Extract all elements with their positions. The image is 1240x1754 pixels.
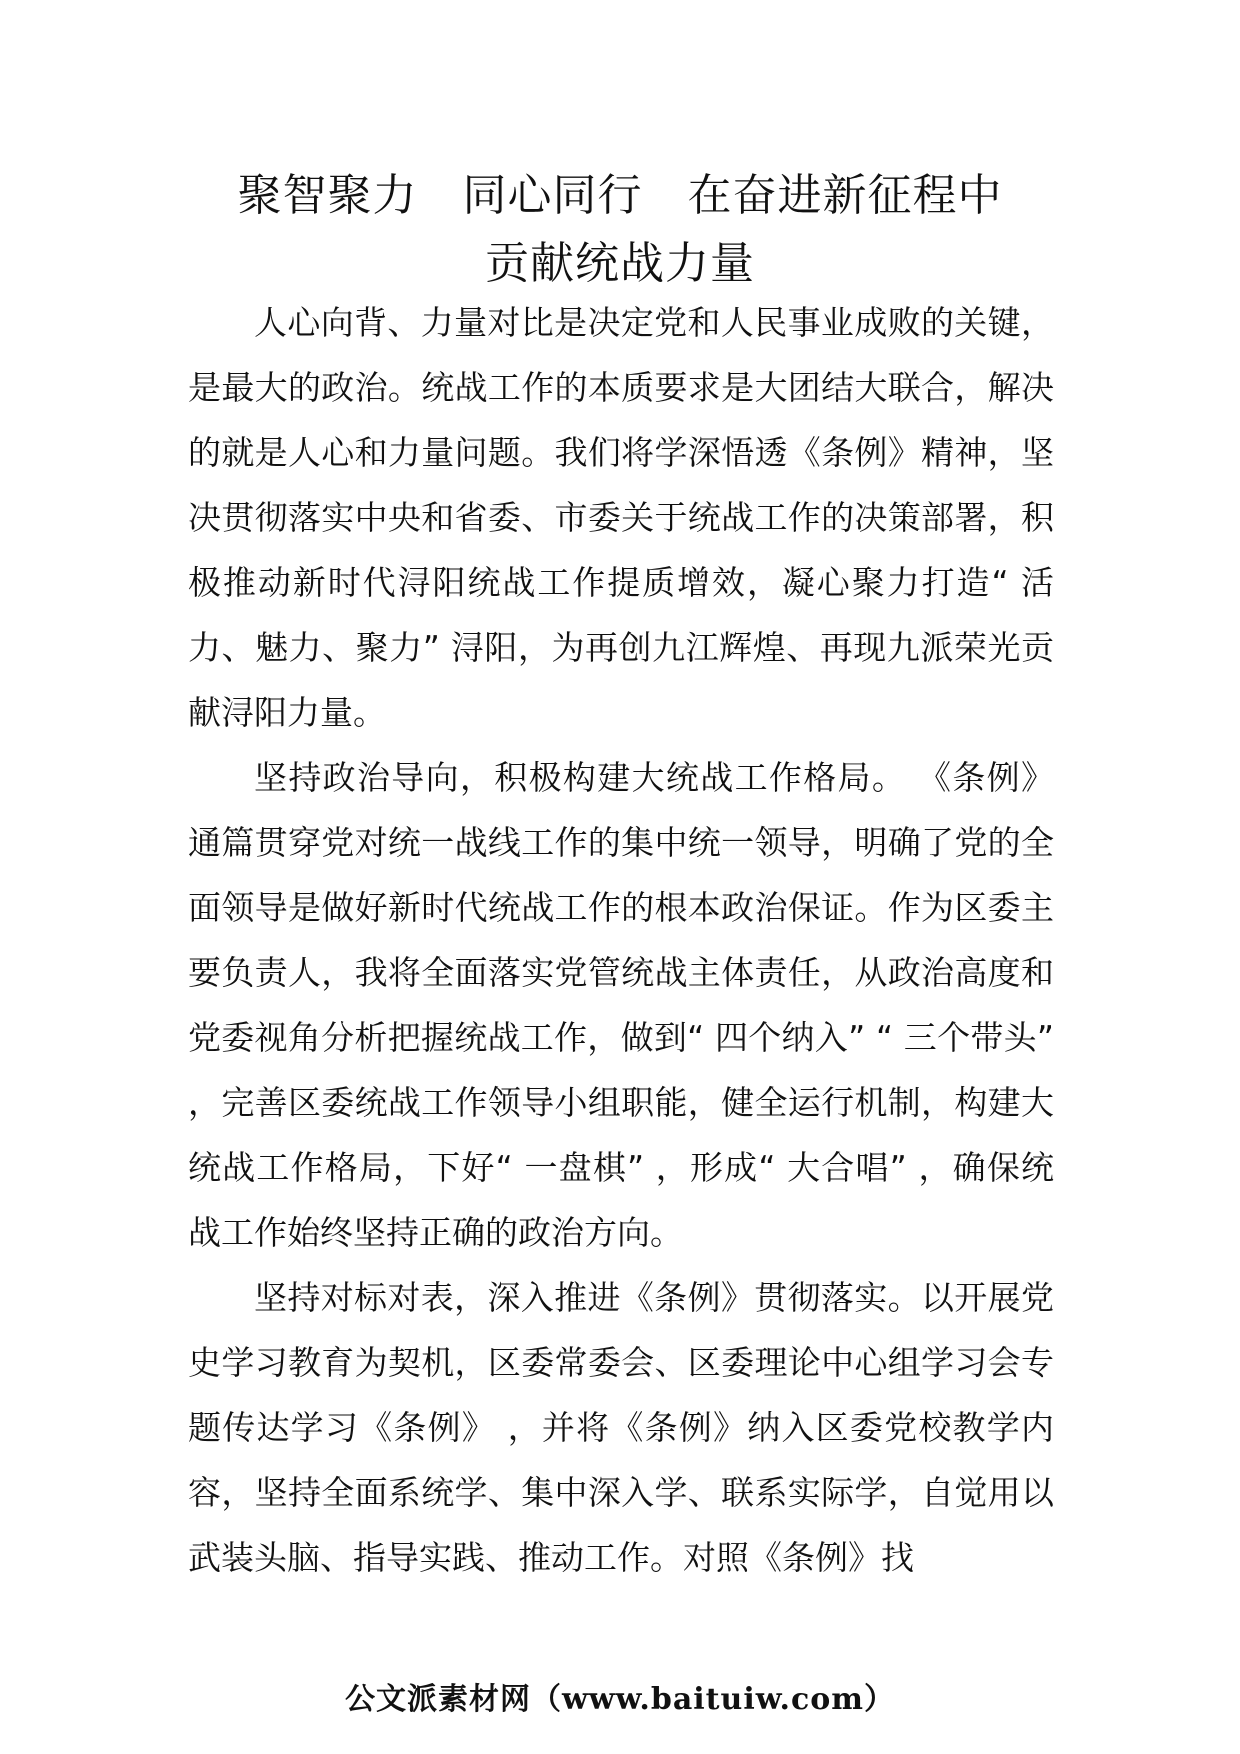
body-text xyxy=(188,290,1054,1590)
paragraph-1: 人心向背、力量对比是决定党和人民事业成败的关键，是最大的政治。统战工作的本质要求是大团结大联合，解决的就是人心和力量问题。我们将学深悟透《条例》精神，坚决贯彻落实中央和省委、市委关于统战工作的决策部署，积极推动新时代浔阳统战工作提质增效，凝心聚力打造“ 活力、魅力、聚力” 浔阳，为再创九江辉煌、再现九派荣光贡献浔阳力量。 xyxy=(188,303,1054,732)
title-line-1: 聚智聚力 同心同行 在奋进新征程中 xyxy=(237,170,1003,221)
paragraph-3: 坚持对标对表，深入推进《条例》贯彻落实。以开展党史学习教育为契机，区委常委会、区委理论中心组学习会专题传达学习《条例》 ，并将《条例》纳入区委党校教学内容，坚持全面系统学、集中深入学、联系实际学，自觉用以武装头脑、指导实践、推动工作。对照《条例》找 xyxy=(188,1278,1054,1577)
paragraph-2: 坚持政治导向，积极构建大统战工作格局。 《条例》通篇贯穿党对统一战线工作的集中统一领导，明确了党的全面领导是做好新时代统战工作的根本政治保证。作为区委主要负责人，我将全面落实党管统战主体责任，从政治高度和党委视角分析把握统战工作，做到“ 四个纳入” “ 三个带头” ，完善区委统战工作领导小组职能，健全运行机制，构建大统战工作格局，下好“ 一盘棋” ，形成“ 大合唱” ，确保统战工作始终坚持正确的政治方向。 xyxy=(188,758,1055,1252)
title-line-2: 贡献统战力量 xyxy=(485,238,755,289)
footer-watermark: 公文派素材网（www.baituiw.com） xyxy=(344,1682,896,1717)
